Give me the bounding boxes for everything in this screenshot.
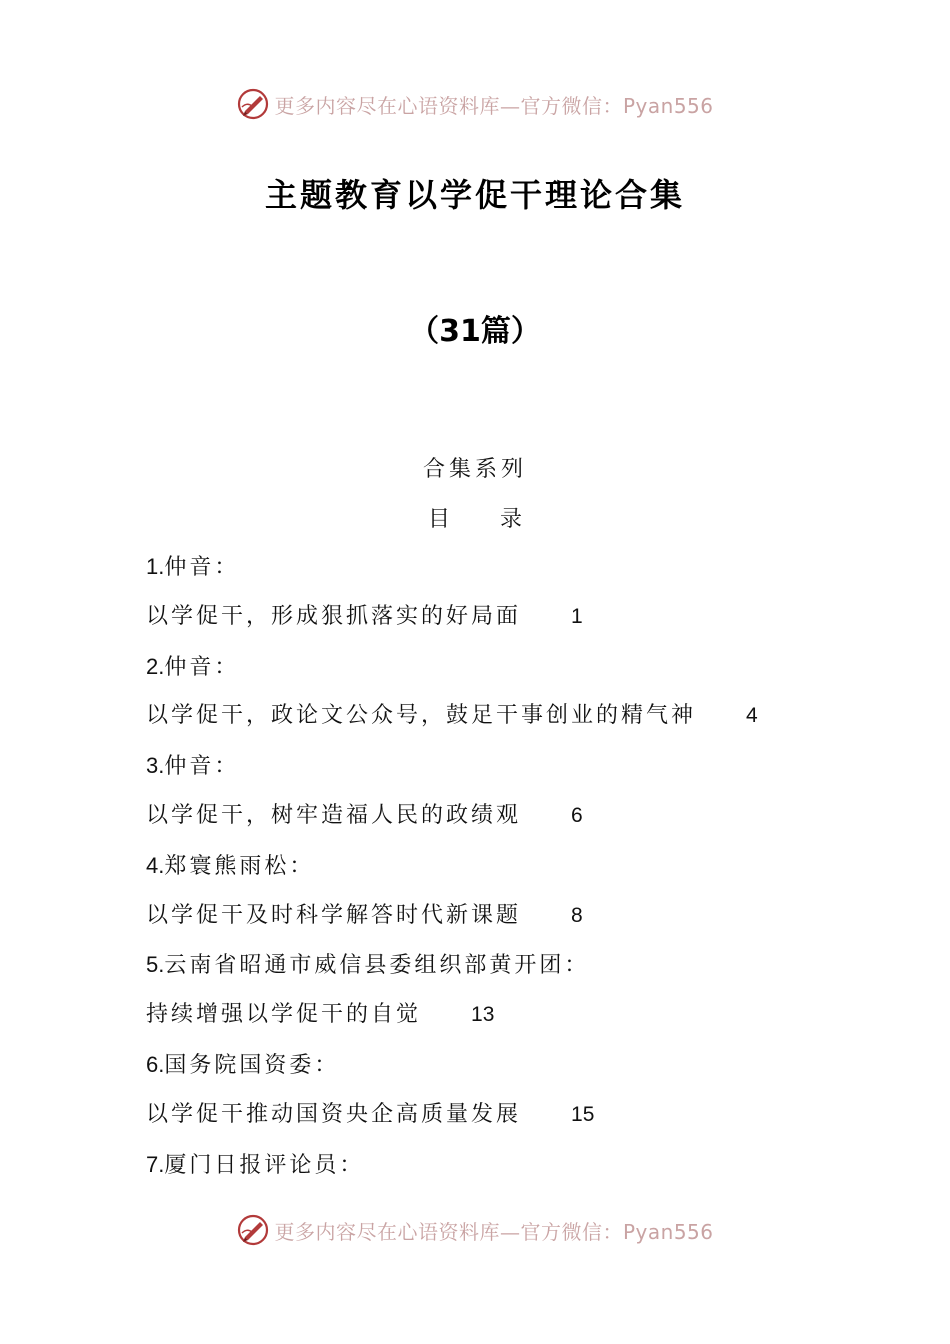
watermark-text: 更多内容尽在心语资料库—官方微信：Pyan556 (274, 93, 714, 118)
toc-title-line: 以学促干，政论文公众号，鼓足干事创业的精气神 4 (146, 703, 758, 729)
pen-logo-icon (236, 87, 270, 121)
toc-author-line: 7.厦门日报评论员： (146, 1151, 365, 1178)
series-label: 合集系列 (422, 457, 527, 482)
toc-title-line: 以学促干及时科学解答时代新课题 8 (146, 902, 583, 928)
toc-title-line: 持续增强以学促干的自觉 13 (146, 1002, 495, 1028)
toc-title-line: 以学促干，树牢造福人民的政绩观 6 (146, 802, 583, 828)
toc-title-line: 以学促干，形成狠抓落实的好局面 1 (146, 603, 583, 629)
toc-author-line: 5.云南省昭通市威信县委组织部黄开团： (146, 952, 590, 979)
toc-author-line: 4.郑寰熊雨松： (146, 852, 315, 879)
table-of-contents (146, 549, 846, 1196)
document-subtitle: （31篇） (409, 314, 541, 349)
toc-author-line: 1.仲音： (146, 554, 240, 580)
watermark-text: 更多内容尽在心语资料库—官方微信：Pyan556 (274, 1219, 714, 1244)
pen-logo-icon (236, 1213, 270, 1247)
footer-watermark (0, 1208, 950, 1252)
toc-author-line: 2.仲音： (146, 653, 240, 680)
toc-author-line: 3.仲音： (146, 753, 240, 780)
toc-title-line: 以学促干推动国资央企高质量发展 15 (146, 1101, 595, 1127)
toc-heading: 目 录 (427, 507, 523, 532)
document-title: 主题教育以学促干理论合集 (264, 176, 685, 214)
toc-author-line: 6.国务院国资委： (146, 1051, 340, 1078)
header-watermark (0, 82, 950, 126)
